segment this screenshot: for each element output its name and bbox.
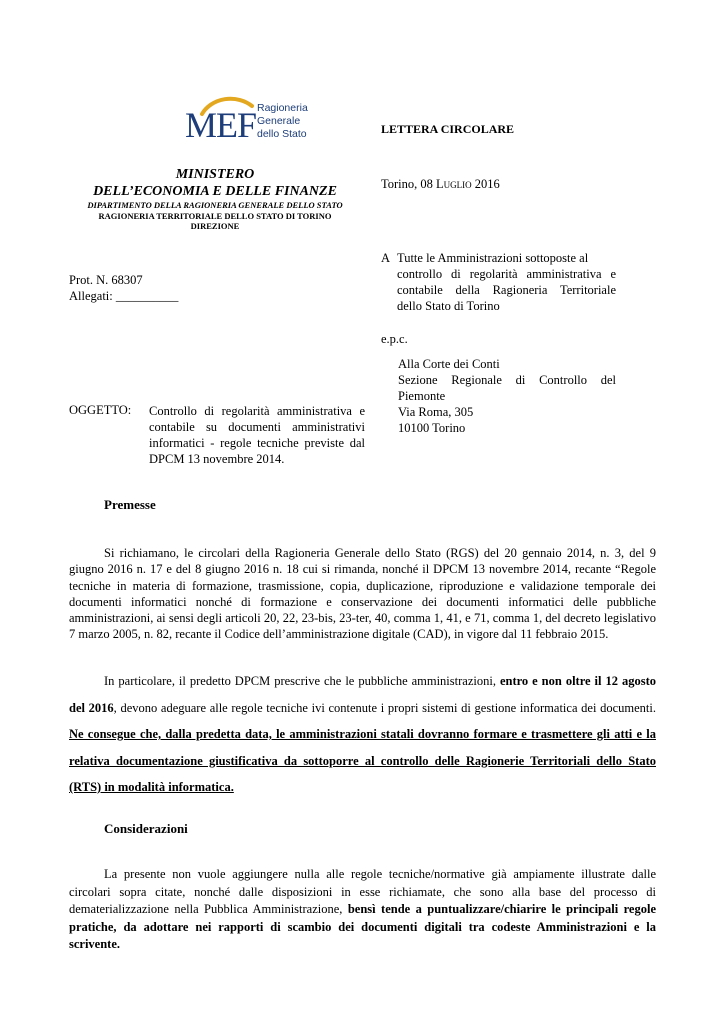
p2-key-statement: Ne consegue che, dalla predetta data, le amministrazioni statali dovranno formare e trasmettere gli atti e la relativa documentazione giustificativa da sottoporre al controllo delle Ragionerie Territoriali dello Stato (RTS) in modalità informatica. bbox=[69, 727, 656, 794]
date-suffix: 2016 bbox=[471, 177, 500, 191]
addressee-line-2: controllo di regolarità amministrativa e bbox=[397, 267, 616, 281]
addressee-line-3: contabile della Ragioneria Territoriale bbox=[397, 283, 616, 297]
premesse-paragraph-1: Si richiamano, le circolari della Ragioneria Generale dello Stato (RGS) del 20 gennaio 2014, n. 3, del 9 giugno 2016 n. 17 e del 8 giugno 2016 n. 18 cui si rimanda, nonché il DPCM 13 novembre 2014, recante “Regole tecniche in materia di formazione, trasmissione, copia, duplicazione, riproduzione e validazione temporale dei documenti informatici nonché di formazione e conservazione dei documenti informatici delle pubbliche amministrazioni, ai sensi degli articoli 20, 22, 23-bis, 23-ter, 40, comma 1, 41, e 71, comma 1, del decreto legislativo 7 marzo 2005, n. 82, recante il Codice dell’amministrazione digitale (CAD), in vigore dal 11 febbraio 2015. bbox=[69, 546, 656, 642]
office-division: DIREZIONE bbox=[190, 221, 240, 231]
p2-text-a: In particolare, il predetto DPCM prescrive che le pubbliche amministrazioni, bbox=[104, 674, 500, 688]
logo-line-2: Generale bbox=[257, 115, 301, 127]
subject-text: Controllo di regolarità amministrativa e contabile su documenti amministrativi informatici - regole tecniche previste dal DPCM 13 novembre 2014. bbox=[149, 404, 365, 466]
protocol-block bbox=[69, 272, 178, 304]
ministry-title-2: DELL’ECONOMIA E DELLE FINANZE bbox=[93, 184, 337, 199]
cc-line-4: Via Roma, 305 bbox=[398, 405, 474, 419]
addressee-lead: A bbox=[381, 251, 391, 265]
office-name: RAGIONERIA TERRITORIALE DELLO STATO DI TORINO bbox=[98, 210, 332, 221]
premesse-heading: Premesse bbox=[104, 497, 156, 512]
cc-line-3: Piemonte bbox=[398, 389, 446, 403]
mef-logo bbox=[182, 94, 322, 148]
logo-line-3: dello Stato bbox=[257, 128, 307, 140]
cc-line-2: Sezione Regionale di Controllo del bbox=[398, 373, 616, 387]
cc-recipient bbox=[398, 356, 616, 436]
epc-label: e.p.c. bbox=[381, 332, 408, 346]
considerazioni-paragraph-1 bbox=[69, 866, 656, 954]
ministry-header bbox=[60, 166, 370, 232]
addressee-block bbox=[381, 250, 616, 314]
p2-text-c: , devono adeguare alle regole tecniche ivi contenute i propri sistemi di gestione informatica dei documenti. bbox=[113, 700, 656, 715]
subject-label: OGGETTO: bbox=[69, 403, 132, 417]
logo-line-1: Ragioneria bbox=[257, 102, 308, 114]
cc-line-5: 10100 Torino bbox=[398, 421, 466, 435]
department-name: DIPARTIMENTO DELLA RAGIONERIA GENERALE DELLO STATO bbox=[87, 200, 343, 210]
letter-type: LETTERA CIRCOLARE bbox=[381, 122, 515, 136]
cc-line-1: Alla Corte dei Conti bbox=[398, 357, 500, 371]
date-month: uglio bbox=[443, 177, 472, 191]
addressee-line-4: dello Stato di Torino bbox=[397, 299, 500, 313]
considerazioni-heading: Considerazioni bbox=[104, 821, 188, 836]
premesse-paragraph-2 bbox=[69, 668, 656, 801]
protocol-number: Prot. N. 68307 bbox=[69, 273, 143, 287]
letter-date bbox=[381, 177, 500, 192]
p2-deadline: entro e non oltre il 12 agosto del 2016 bbox=[69, 674, 656, 715]
c1-text-a: La presente non vuole aggiungere nulla alle regole tecniche/normative già ampiamente illustrate dalle circolari sopra citate, nonché dalle disposizioni in esse richiamate, che sono alla base del processo di dematerializzazione nella Pubblica Amministrazione, bbox=[69, 867, 656, 916]
date-prefix: Torino, 08 L bbox=[381, 177, 444, 191]
addressee-line-1: Tutte le Amministrazioni sottoposte al bbox=[397, 251, 589, 265]
ministry-title-1: MINISTERO bbox=[175, 167, 255, 182]
logo-text: MEF bbox=[185, 105, 257, 145]
c1-text-b: bensì tende a puntualizzare/chiarire le principali regole pratiche, da adottare nei rapporti di scambio dei documenti digitali tra codeste Amministrazioni e la scrivente. bbox=[69, 902, 656, 951]
attachments-line: Allegati: __________ bbox=[69, 289, 179, 303]
